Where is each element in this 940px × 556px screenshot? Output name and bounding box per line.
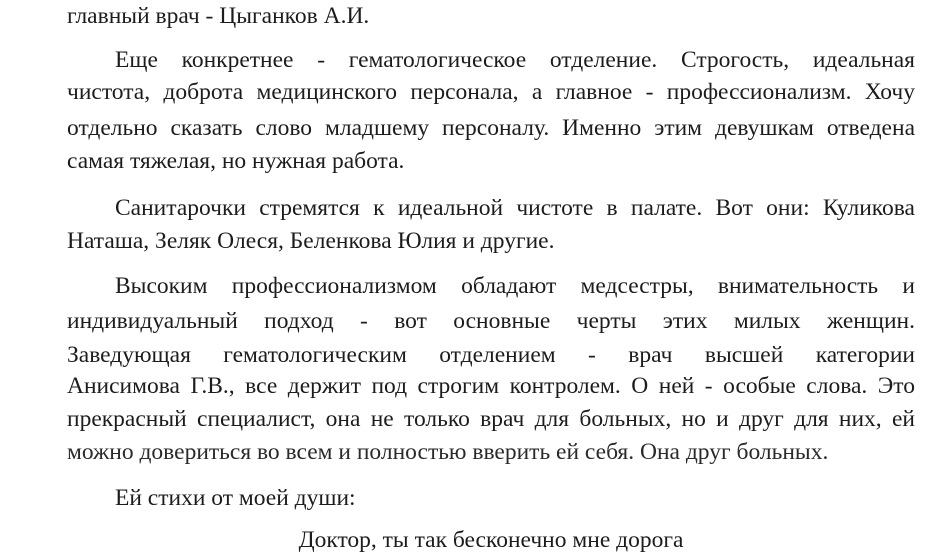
text-line-2: Еще конкретнее - гематологическое отделение. Строгость, идеальная: [115, 47, 915, 73]
text-line-14: Ей стихи от моей души:: [115, 485, 356, 511]
text-line-5: самая тяжелая, но нужная работа.: [67, 148, 405, 174]
text-line-1: главный врач - Цыганков А.И.: [67, 3, 370, 29]
text-line-7: Наташа, Зеляк Олеся, Беленкова Юлия и другие.: [67, 228, 555, 254]
text-line-12: прекрасный специалист, она не только врач для больных, но и друг для них, ей: [67, 406, 915, 432]
text-line-15-cut: [67, 527, 915, 553]
text-line-4: отдельно сказать слово младшему персоналу. Именно этим девушкам отведена: [67, 115, 915, 141]
text-line-11: Анисимова Г.В., все держит под строгим контролем. О ней - особые слова. Это: [67, 373, 915, 399]
text-line-10: Заведующая гематологическим отделением - врач высшей категории: [67, 342, 915, 368]
text-line-8: Высоким профессионализмом обладают медсестры, внимательность и: [115, 273, 915, 299]
text-line-9: индивидуальный подход - вот основные черты этих милых женщин.: [67, 308, 915, 334]
text-line-3: чистота, доброта медицинского персонала, а главное - профессионализм. Хочу: [67, 79, 915, 105]
text-line-15: Доктор, ты так бесконечно мне дорога: [298, 527, 684, 553]
text-line-6: Санитарочки стремятся к идеальной чистоте в палате. Вот они: Куликова: [115, 195, 915, 221]
text-line-13: можно довериться во всем и полностью вверить ей себя. Она друг больных.: [67, 439, 829, 465]
